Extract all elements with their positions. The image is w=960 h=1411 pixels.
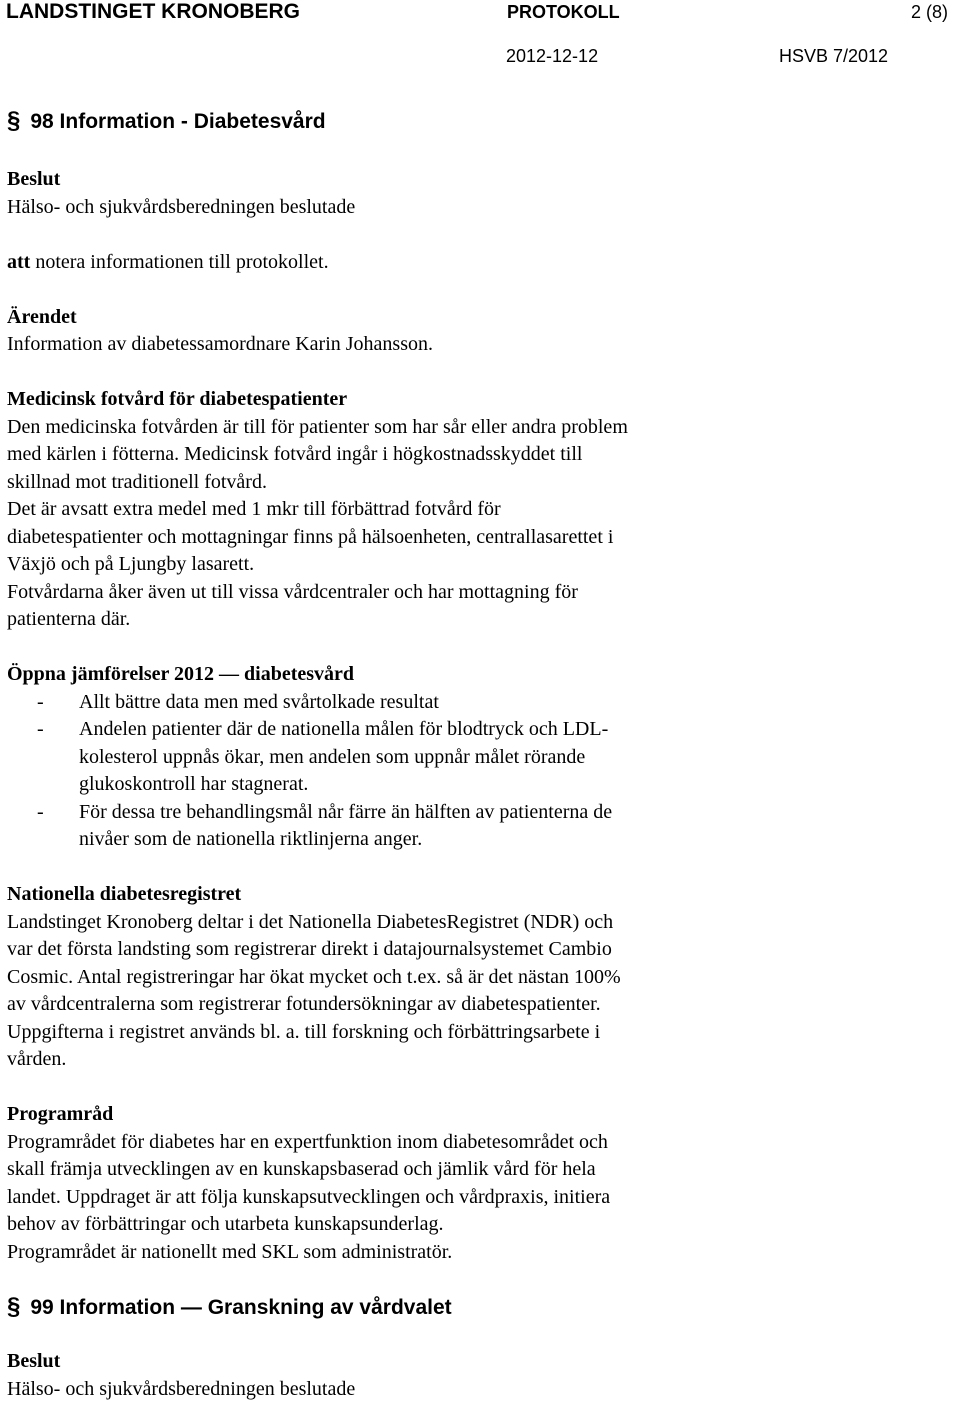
fotvard-line: med kärlen i fötterna. Medicinsk fotvård ingår i högkostnadsskyddet till [7, 443, 583, 465]
organization-name: LANDSTINGET KRONOBERG [6, 0, 300, 23]
list-item-line: glukoskontroll har stagnerat. [79, 773, 309, 795]
section-98-title-text: 98 Information - Diabetesvård [30, 110, 326, 133]
list-item [7, 689, 952, 717]
paragraph-sign: § [7, 1293, 21, 1320]
list-item [7, 799, 952, 854]
beslut-heading: Beslut [7, 168, 61, 190]
fotvard-line: Växjö och på Ljungby lasarett. [7, 553, 255, 575]
beslut-text-99: Hälso- och sjukvårdsberedningen beslutade [7, 1377, 356, 1400]
ndr-line: Landstinget Kronoberg deltar i det Nationella DiabetesRegistret (NDR) och [7, 910, 614, 933]
section-99-title [7, 1292, 952, 1322]
att-word: att [7, 250, 31, 273]
page-number: 2 (8) [910, 2, 948, 22]
fotvard-heading: Medicinsk fotvård för diabetespatienter [7, 388, 348, 410]
list-dash: - [37, 800, 44, 823]
fotvard-line: Det är avsatt extra medel med 1 mkr till förbättrad fotvård för [7, 498, 501, 520]
programrad-heading: Programråd [7, 1103, 114, 1125]
list-dash: - [37, 718, 44, 740]
fotvard-line: diabetespatienter och mottagningar finns på hälsoenheten, centrallasarettet i [7, 525, 614, 548]
document-type: PROTOKOLL [507, 2, 620, 22]
fotvard-line: patienterna där. [7, 608, 131, 630]
document-body [7, 106, 952, 1403]
beslut-text: Hälso- och sjukvårdsberedningen beslutade [7, 195, 356, 218]
list-item-line: kolesterol uppnås ökar, men andelen som uppnår målet rörande [79, 745, 586, 768]
programrad-line: Programrådet är nationellt med SKL som administratör. [7, 1240, 453, 1263]
fotvard-line: skillnad mot traditionell fotvård. [7, 470, 267, 493]
programrad-paragraph [7, 1129, 952, 1267]
oppna-jamforelser-heading: Öppna jämförelser 2012 — diabetesvård [7, 663, 355, 685]
fotvard-paragraph [7, 414, 952, 634]
fotvard-line: Den medicinska fotvården är till för patienter som har sår eller andra problem [7, 415, 628, 438]
list-item-line: Andelen patienter där de nationella målen för blodtryck och LDL- [79, 718, 609, 740]
list-item [7, 716, 952, 799]
beslut-heading-99: Beslut [7, 1350, 61, 1372]
arendet-heading: Ärendet [7, 305, 77, 328]
paragraph-sign: § [7, 107, 21, 134]
list-item-line: För dessa tre behandlingsmål når färre än hälften av patienterna de [79, 800, 613, 823]
ndr-line: var det första landsting som registrerar direkt i datajournalsystemet Cambio [7, 938, 612, 960]
list-dash: - [37, 690, 44, 713]
programrad-line: landet. Uppdraget är att följa kunskapsutvecklingen och vårdpraxis, initiera [7, 1185, 611, 1208]
ndr-line: av vårdcentralerna som registrerar fotundersökningar av diabetespatienter. [7, 993, 601, 1015]
programrad-line: skall främja utvecklingen av en kunskapsbaserad och jämlik vård för hela [7, 1158, 596, 1180]
section-98-title [7, 106, 952, 136]
ndr-line: vården. [7, 1048, 67, 1070]
arendet-text: Information av diabetessamordnare Karin Johansson. [7, 333, 433, 355]
document-reference: HSVB 7/2012 [779, 46, 889, 66]
meeting-date: 2012-12-12 [506, 46, 599, 66]
programrad-line: Programrådet för diabetes har en expertfunktion inom diabetesområdet och [7, 1130, 608, 1153]
oppna-jamforelser-list [7, 689, 952, 854]
page-subheader [0, 46, 960, 70]
page-header [0, 0, 960, 26]
programrad-line: behov av förbättringar och utarbeta kunskapsunderlag. [7, 1213, 444, 1235]
decision-text: notera informationen till protokollet. [30, 250, 329, 273]
ndr-line: Cosmic. Antal registreringar har ökat mycket och t.ex. så är det nästan 100% [7, 965, 621, 988]
decision-line [7, 249, 952, 277]
ndr-heading: Nationella diabetesregistret [7, 883, 242, 905]
section-99-title-text: 99 Information — Granskning av vårdvalet [30, 1296, 452, 1319]
ndr-line: Uppgifterna i registret används bl. a. till forskning och förbättringsarbete i [7, 1020, 601, 1043]
list-item-line: Allt bättre data men med svårtolkade resultat [79, 690, 439, 713]
ndr-paragraph [7, 909, 952, 1074]
fotvard-line: Fotvårdarna åker även ut till vissa vårdcentraler och har mottagning för [7, 580, 578, 603]
list-item-line: nivåer som de nationella riktlinjerna anger. [79, 828, 423, 850]
